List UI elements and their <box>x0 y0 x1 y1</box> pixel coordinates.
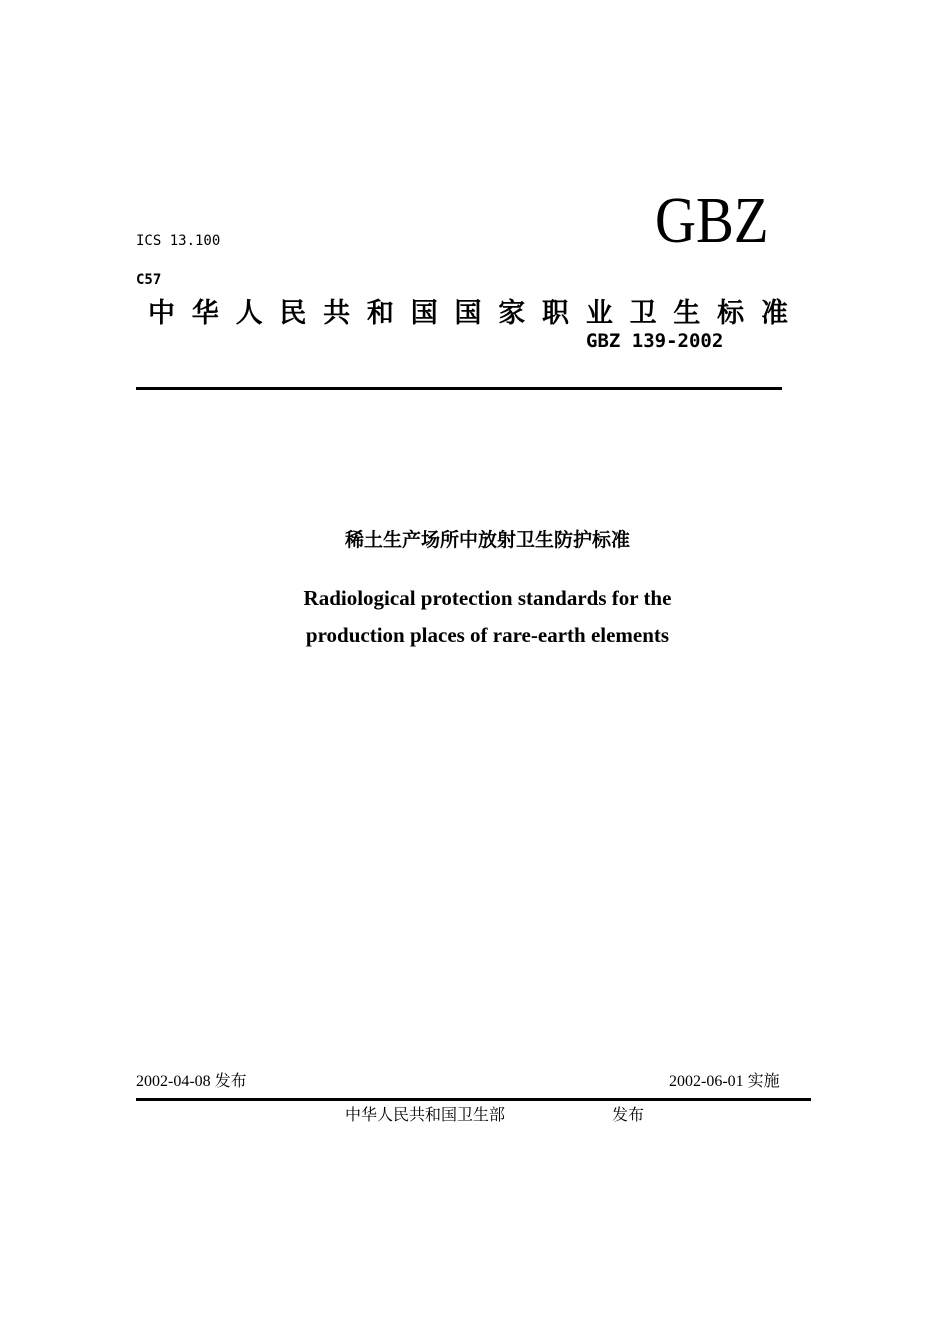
gbz-logo: GBZ <box>655 184 769 257</box>
title-char: 民 <box>279 298 307 329</box>
english-title-line-1: Radiological protection standards for the <box>303 586 672 610</box>
title-char: 人 <box>235 298 263 329</box>
title-char: 国 <box>454 298 482 329</box>
standard-number: GBZ 139-2002 <box>586 330 724 352</box>
title-char: 生 <box>673 298 701 329</box>
issue-date: 2002-04-08 发布 <box>136 1073 247 1090</box>
footer-divider <box>136 1098 811 1101</box>
title-char: 业 <box>585 298 613 329</box>
title-char: 中 <box>148 298 175 329</box>
title-char: 职 <box>542 298 570 329</box>
english-title-line-2: production places of rare-earth elements <box>305 623 670 647</box>
title-char: 家 <box>498 298 526 329</box>
issued-label: 发布 <box>612 1107 645 1124</box>
title-char: 标 <box>717 298 745 329</box>
header-divider <box>136 387 782 390</box>
ccs-code: C57 <box>136 272 162 288</box>
ics-code: ICS 13.100 <box>136 233 221 249</box>
implementation-date: 2002-06-01 实施 <box>669 1073 780 1090</box>
title-char: 共 <box>323 298 351 329</box>
national-standard-title <box>148 291 788 330</box>
title-char: 卫 <box>629 298 657 329</box>
title-char: 华 <box>191 298 219 329</box>
title-char: 国 <box>410 298 438 329</box>
chinese-title: 稀土生产场所中放射卫生防护标准 <box>344 529 630 551</box>
title-char: 和 <box>366 298 394 329</box>
issuing-authority: 中华人民共和国卫生部 <box>345 1107 506 1124</box>
title-char: 准 <box>760 298 788 329</box>
